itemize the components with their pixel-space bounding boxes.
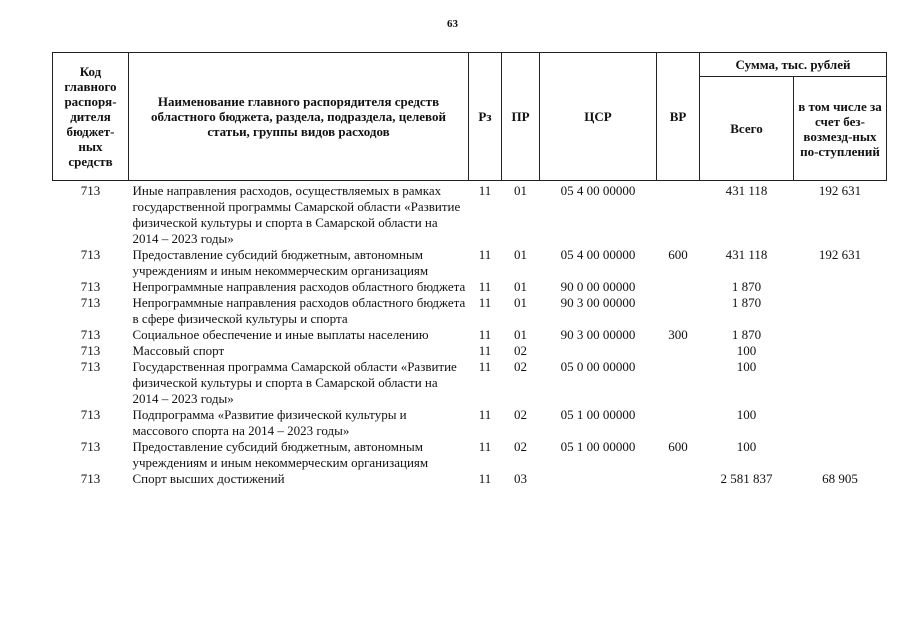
cell-code: 713 (80, 407, 101, 422)
cell-rz: 11 (478, 327, 492, 342)
cell-free: 192 631 (818, 247, 862, 262)
cell-free (794, 279, 887, 295)
cell-name: Предоставление субсидий бюджетным, автономным учреждениям и иным некоммерческим организациям (132, 247, 429, 278)
header-sum: Сумма, тыс. рублей (700, 53, 887, 77)
cell-code: 713 (80, 279, 101, 294)
cell-rz: 11 (478, 439, 492, 454)
header-code: Код главного распоря-дителя бюджет-ных средств (53, 53, 129, 181)
cell-vr (657, 471, 700, 487)
cell-pr: 02 (514, 359, 527, 374)
header-total: Всего (700, 77, 794, 181)
cell-total: 1 870 (731, 327, 762, 342)
cell-rz: 11 (478, 279, 492, 294)
header-free: в том числе за счет без-возмезд-ных по-ступлений (794, 77, 887, 181)
cell-pr: 01 (514, 327, 527, 342)
cell-name: Спорт высших достижений (132, 471, 285, 486)
header-pr: ПР (502, 53, 540, 181)
cell-csr: 05 1 00 00000 (560, 439, 636, 454)
cell-free: 192 631 (818, 183, 862, 198)
cell-code: 713 (80, 471, 101, 486)
table-row (53, 295, 887, 327)
cell-csr: 90 0 00 00000 (560, 279, 636, 294)
header-name: Наименование главного распорядителя средств областного бюджета, раздела, подраздела, целевой статьи, группы видов расходов (129, 53, 469, 181)
cell-vr (657, 359, 700, 407)
cell-free: 68 905 (822, 471, 858, 486)
cell-free (794, 407, 887, 439)
cell-rz: 11 (478, 247, 492, 262)
cell-csr (540, 471, 657, 487)
header-rz: Рз (469, 53, 502, 181)
table-row (53, 359, 887, 407)
cell-total: 431 118 (725, 247, 768, 262)
cell-vr (657, 343, 700, 359)
cell-name: Непрограммные направления расходов областного бюджета в сфере физической культуры и спорта (132, 295, 466, 326)
cell-code: 713 (80, 439, 101, 454)
header-csr: ЦСР (540, 53, 657, 181)
cell-rz: 11 (478, 295, 492, 310)
cell-csr: 05 1 00 00000 (560, 407, 636, 422)
cell-total: 100 (736, 407, 757, 422)
cell-total: 100 (736, 439, 757, 454)
cell-csr: 90 3 00 00000 (560, 295, 636, 310)
cell-name: Государственная программа Самарской области «Развитие физической культуры и спорта в Самарской области на 2014 – 2023 годы» (132, 359, 457, 406)
cell-free (794, 295, 887, 327)
cell-vr (657, 407, 700, 439)
cell-code: 713 (80, 247, 101, 262)
cell-vr: 600 (668, 247, 688, 262)
cell-csr: 05 4 00 00000 (560, 183, 636, 198)
cell-vr: 300 (668, 327, 688, 342)
cell-pr: 01 (514, 279, 527, 294)
cell-code: 713 (80, 343, 101, 358)
cell-total: 2 581 837 (720, 471, 773, 486)
cell-code: 713 (80, 359, 101, 374)
cell-code: 713 (80, 183, 101, 198)
cell-free (794, 439, 887, 471)
cell-vr: 600 (668, 439, 688, 454)
cell-name: Иные направления расходов, осуществляемых в рамках государственной программы Самарской области «Развитие физической культуры и спорта в Самарской области на 2014 – 2023 годы» (132, 183, 461, 246)
cell-rz: 11 (478, 343, 492, 358)
cell-rz: 11 (478, 407, 492, 422)
budget-table (52, 52, 887, 487)
cell-rz: 11 (478, 183, 492, 198)
cell-csr: 05 0 00 00000 (560, 359, 636, 374)
table-row (53, 327, 887, 343)
cell-code: 713 (80, 327, 101, 342)
cell-total: 431 118 (725, 183, 768, 198)
table-row (53, 471, 887, 487)
cell-rz: 11 (478, 471, 492, 486)
table-row (53, 181, 887, 248)
cell-pr: 02 (514, 343, 527, 358)
cell-total: 1 870 (731, 295, 762, 310)
cell-total: 100 (736, 343, 757, 358)
table-row (53, 279, 887, 295)
cell-rz: 11 (478, 359, 492, 374)
cell-pr: 01 (514, 247, 527, 262)
header-vr: ВР (657, 53, 700, 181)
cell-pr: 01 (514, 183, 527, 198)
table-row (53, 407, 887, 439)
cell-vr (657, 279, 700, 295)
cell-csr: 05 4 00 00000 (560, 247, 636, 262)
cell-name: Подпрограмма «Развитие физической культуры и массового спорта на 2014 – 2023 годы» (132, 407, 407, 438)
cell-free (794, 359, 887, 407)
cell-pr: 02 (514, 407, 527, 422)
cell-vr (657, 181, 700, 248)
cell-pr: 02 (514, 439, 527, 454)
page-number: 63 (447, 18, 458, 30)
cell-code: 713 (80, 295, 101, 310)
table-row (53, 439, 887, 471)
table-row (53, 343, 887, 359)
cell-total: 100 (736, 359, 757, 374)
cell-free (794, 343, 887, 359)
table-header (53, 53, 887, 181)
cell-name: Массовый спорт (132, 343, 225, 358)
cell-name: Социальное обеспечение и иные выплаты населению (132, 327, 429, 342)
cell-free (794, 327, 887, 343)
cell-total: 1 870 (731, 279, 762, 294)
cell-pr: 01 (514, 295, 527, 310)
cell-name: Непрограммные направления расходов областного бюджета (132, 279, 466, 294)
cell-csr (540, 343, 657, 359)
cell-csr: 90 3 00 00000 (560, 327, 636, 342)
cell-name: Предоставление субсидий бюджетным, автономным учреждениям и иным некоммерческим организациям (132, 439, 429, 470)
cell-pr: 03 (514, 471, 527, 486)
cell-vr (657, 295, 700, 327)
table-row (53, 247, 887, 279)
